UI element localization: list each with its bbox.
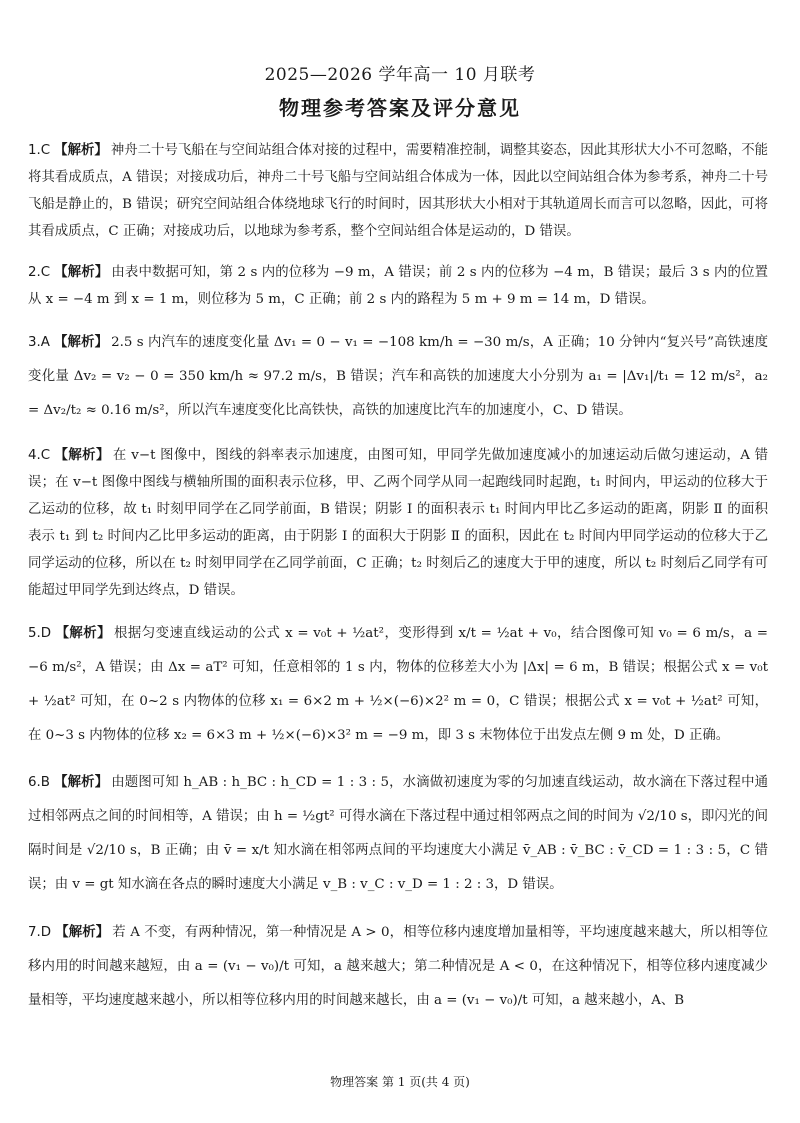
answer-text: 根据匀变速直线运动的公式 x = v₀t + ½at²，变形得到 x/t = ½at + v₀，结合图像可知 v₀ = 6 m/s，a = −6 m/s²，A 错误；由 Δx = aT² 可知，任意相邻的 1 s 内，物体的位移差大小为 |Δx| = 6 m，B 错误；根据公式 x = v₀t + ½at² 可知，在 0~2 s 内物体的位移 x₁ = 6×2 m + ½×(−6)×2² m = 0，C 错误；根据公式 x = v₀t + ½at² 可知，在 0~3 s 内物体的位移 x₂ = 6×3 m + ½×(−6)×3² m = −9 m，即 3 s 末物体位于出发点左侧 9 m 处，D 正确。 xyxy=(28,625,769,743)
answer-number: 5.D xyxy=(28,625,52,641)
analysis-tag: 【解析】 xyxy=(54,447,110,463)
answer-number: 4.C xyxy=(28,447,51,463)
analysis-tag: 【解析】 xyxy=(54,143,108,159)
answer-item-3 xyxy=(28,326,768,428)
answer-number: 2.C xyxy=(28,264,51,280)
answer-item-7 xyxy=(28,916,768,1018)
answer-item-6 xyxy=(28,766,768,902)
answer-text: 神舟二十号飞船在与空间站组合体对接的过程中，需要精准控制，调整其姿态，因此其形状大小不可忽略，不能将其看成质点，A 错误；对接成功后，神舟二十号飞船与空间站组合体成为一体，因此以空间站组合体为参考系，神舟二十号飞船是静止的，B 错误；研究空间站组合体绕地球飞行的时间时，因其形状大小相对于其轨道周长而言可以忽略，因此，可将其看成质点，C 正确；对接成功后，以地球为参考系，整个空间站组合体是运动的，D 错误。 xyxy=(28,143,768,240)
answer-text: 2.5 s 内汽车的速度变化量 Δv₁ = 0 − v₁ = −108 km/h = −30 m/s，A 正确；10 分钟内“复兴号”高铁速度变化量 Δv₂ = v₂ − 0 = 350 km/h ≈ 97.2 m/s，B 错误；汽车和高铁的加速度大小分别为 a₁ = |Δv₁|/t₁ = 12 m/s²，a₂ = Δv₂/t₂ ≈ 0.16 m/s²，所以汽车速度变化比高铁快，高铁的加速度比汽车的加速度小，C、D 错误。 xyxy=(28,335,769,419)
answer-item-4 xyxy=(28,442,768,604)
analysis-tag: 【解析】 xyxy=(53,335,109,351)
answer-number: 6.B xyxy=(28,775,50,791)
answer-text: 由题图可知 h_AB : h_BC : h_CD = 1 : 3 : 5，水滴做初速度为零的匀加速直线运动，故水滴在下落过程中通过相邻两点之间的时间相等，A 错误；由 h = ½gt² 可得水滴在下落过程中通过相邻两点之间的时间为 √2/10 s，即闪光的间隔时间是 √2/10 s，B 正确；由 v̄ = x/t 知水滴在相邻两点间的平均速度大小满足 v̄_AB : v̄_BC : v̄_CD = 1 : 3 : 5，C 错误；由 v = gt 知水滴在各点的瞬时速度大小满足 v_B : v_C : v_D = 1 : 2 : 3，D 错误。 xyxy=(28,775,768,893)
answer-number: 3.A xyxy=(28,335,50,351)
answer-number: 7.D xyxy=(28,924,52,940)
answer-text: 若 A 不变，有两种情况，第一种情况是 A > 0，相等位移内速度增加量相等，平均速度越来越大，所以相等位移内用的时间越来越短，由 a = (v₁ − v₀)/t 可知，a 越来越大；第二种情况是 A < 0，在这种情况下，相等位移内速度减少量相等，平均速度越来越小，所以相等位移内用的时间越来越长，由 a = (v₁ − v₀)/t 可知，a 越来越小，A、B xyxy=(28,924,769,1008)
answer-text: 由表中数据可知，第 2 s 内的位移为 −9 m，A 错误；前 2 s 内的位移为 −4 m，B 错误；最后 3 s 内的位置从 x = −4 m 到 x = 1 m，则位移为 5 m，C 正确；前 2 s 内的路程为 5 m + 9 m = 14 m，D 错误。 xyxy=(28,264,769,307)
answer-list xyxy=(28,124,768,1024)
answer-text: 在 v−t 图像中，图线的斜率表示加速度，由图可知，甲同学先做加速度减小的加速运动后做匀速运动，A 错误；在 v−t 图像中图线与横轴所围的面积表示位移，甲、乙两个同学从同一起跑线同时起跑，t₁ 时间内，甲运动的位移大于乙运动的位移，故 t₁ 时刻甲同学在乙同学前面，B 错误；阴影 Ⅰ 的面积表示 t₁ 时间内甲比乙多运动的距离，阴影 Ⅱ 的面积表示 t₁ 到 t₂ 时间内乙比甲多运动的距离，由于阴影 Ⅰ 的面积大于阴影 Ⅱ 的面积，因此在 t₂ 时间内甲同学运动的位移大于乙同学运动的位移，所以在 t₂ 时刻甲同学在乙同学前面，C 正确；t₂ 时刻后乙的速度大于甲的速度，所以 t₂ 时刻后乙同学有可能超过甲同学先到达终点，D 错误。 xyxy=(28,447,768,598)
answer-item-5 xyxy=(28,617,768,753)
analysis-tag: 【解析】 xyxy=(55,924,110,940)
page-footer: 物理答案 第 1 页(共 4 页) xyxy=(330,1075,470,1089)
answer-key-subtitle: 物理参考答案及评分意见 xyxy=(279,96,521,120)
exam-title: 2025—2026 学年高一 10 月联考 xyxy=(264,65,536,85)
analysis-tag: 【解析】 xyxy=(53,775,109,791)
answer-item-2 xyxy=(28,259,768,313)
analysis-tag: 【解析】 xyxy=(55,625,112,641)
analysis-tag: 【解析】 xyxy=(54,264,109,280)
answer-item-1 xyxy=(28,137,768,245)
answer-number: 1.C xyxy=(28,143,51,159)
